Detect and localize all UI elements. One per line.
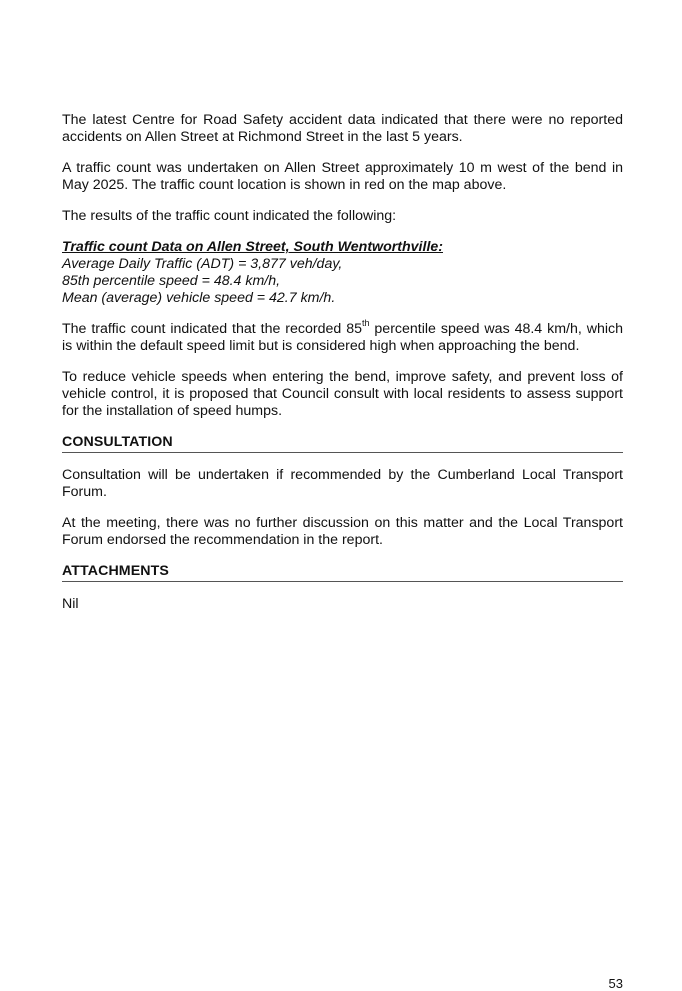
- document-page: [62, 112, 623, 627]
- consultation-heading: CONSULTATION: [62, 434, 623, 453]
- speed-text-before: The traffic count indicated that the recorded 85: [62, 321, 362, 337]
- attachments-heading: ATTACHMENTS: [62, 563, 623, 582]
- speed-superscript: th: [361, 318, 370, 329]
- accident-data-paragraph: The latest Centre for Road Safety accident data indicated that there were no reported accidents on Allen Street at Richmond Street in the last 5 years.: [62, 112, 623, 145]
- traffic-data-adt: Average Daily Traffic (ADT) = 3,877 veh/day,: [62, 256, 343, 272]
- consultation-paragraph-2: At the meeting, there was no further discussion on this matter and the Local Transport Forum endorsed the recommendation in the report.: [62, 515, 623, 548]
- traffic-count-paragraph: A traffic count was undertaken on Allen Street approximately 10 m west of the bend in May 2025. The traffic count location is shown in red on the map above.: [62, 160, 623, 193]
- consultation-paragraph-1: Consultation will be undertaken if recommended by the Cumberland Local Transport Forum.: [62, 467, 623, 500]
- traffic-data-85th-percentile: 85th percentile speed = 48.4 km/h,: [62, 273, 281, 289]
- page-number: 53: [608, 976, 623, 991]
- traffic-count-data-heading: Traffic count Data on Allen Street, South Wentworthville:: [62, 239, 443, 255]
- speed-text-after: percentile speed was 48.4 km/h, which is within the default speed limit but is considered high when approaching the bend.: [62, 321, 623, 354]
- proposal-paragraph: To reduce vehicle speeds when entering the bend, improve safety, and prevent loss of vehicle control, it is proposed that Council consult with local residents to assess support for the installation of speed humps.: [62, 369, 623, 419]
- speed-analysis-paragraph: [62, 318, 623, 355]
- traffic-data-mean-speed: Mean (average) vehicle speed = 42.7 km/h.: [62, 290, 336, 306]
- results-intro-paragraph: The results of the traffic count indicated the following:: [62, 208, 397, 224]
- traffic-count-data-block: [62, 239, 623, 307]
- attachments-content: Nil: [62, 596, 79, 612]
